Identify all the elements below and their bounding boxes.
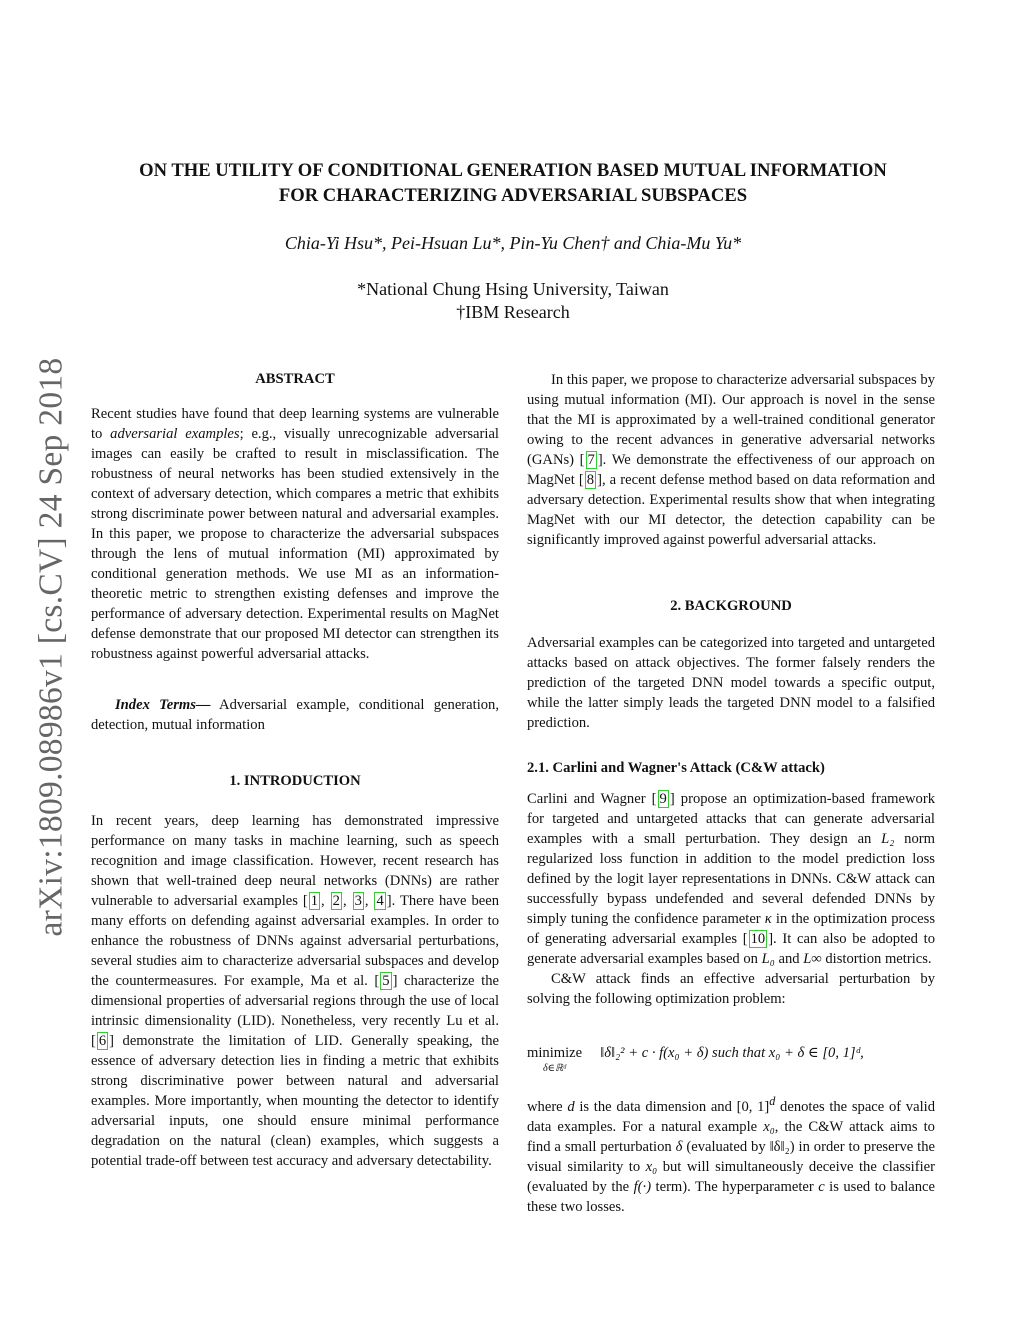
abstract-heading: ABSTRACT xyxy=(255,371,335,387)
citation-link[interactable]: 5 xyxy=(382,973,390,989)
equation-body: ‖δ‖₂² + c · f(x₀ + δ) such that x₀ + δ ∈ [0, 1]ᵈ, xyxy=(600,1045,864,1061)
equation-operator xyxy=(527,1043,582,1075)
citation-link[interactable]: 6 xyxy=(98,1033,107,1049)
optimization-equation xyxy=(527,1043,935,1075)
citation-link[interactable]: 9 xyxy=(659,791,667,807)
intro-body xyxy=(91,811,499,1171)
cw-body xyxy=(527,789,935,1009)
cw-text: denotes the space of valid data examples. For a natural example xyxy=(527,1098,935,1135)
arxiv-id: arXiv:1809.08986v1 [cs.CV] 24 Sep 2018 xyxy=(32,357,69,937)
affiliation-1: *National Chung Hsing University, Taiwan xyxy=(357,279,669,299)
index-terms-label: Index Terms— xyxy=(115,697,211,713)
background-text: Adversarial examples can be categorized into targeted and untargeted attacks based on attack objectives. The former falsely renders the prediction of the targeted DNN model towards a specific output, while the latter simply leads the targeted DNN model to a falsified prediction. xyxy=(527,635,935,731)
background-heading: 2. BACKGROUND xyxy=(670,598,792,614)
citation-link[interactable]: 4 xyxy=(376,893,384,909)
math-c: c xyxy=(818,1178,825,1195)
cw-text: but will simultaneously deceive the classifier (evaluated by the xyxy=(527,1158,935,1195)
citation-link[interactable]: 7 xyxy=(587,452,595,468)
math-delta: δ xyxy=(675,1138,683,1155)
math-kappa: κ xyxy=(764,911,772,927)
index-terms-text: Adversarial example, conditional generation, detection, mutual information xyxy=(91,697,499,733)
authors: Chia-Yi Hsu*, Pei-Hsuan Lu*, Pin-Yu Chen† and Chia-Mu Yu* xyxy=(284,233,742,253)
affiliations xyxy=(90,278,936,324)
citation-link[interactable]: 2 xyxy=(332,893,340,909)
paper-title xyxy=(90,158,936,208)
math-l2: L₂ xyxy=(881,831,895,847)
cw-text: norm regularized loss function in addition to the model prediction loss defined by the logit layer representations in DNNs. C&W attack can successfully bypass undefended and several defended DNNs by simply tuning the confidence parameter xyxy=(527,831,935,927)
cw-text: and xyxy=(774,951,804,967)
math-sup-d: d xyxy=(769,1094,776,1108)
cw-text: where xyxy=(527,1098,568,1115)
minimize-label: minimize xyxy=(527,1045,583,1061)
cw-text: distortion metrics. xyxy=(821,951,932,967)
citation-link[interactable]: 3 xyxy=(354,893,362,909)
intro-cont-body xyxy=(527,370,935,550)
cw-text: in the optimization process of generating adversarial examples [ xyxy=(527,911,935,947)
math-f: f(·) xyxy=(633,1178,652,1195)
intro-text-1: In recent years, deep learning has demonstrated impressive performance on many tasks in machine learning, such as speech recognition and image classification. However, recent research has shown that well-trained deep neural networks (DNNs) are rather vulnerable to adversarial examples [ xyxy=(91,813,499,909)
title-line-1: ON THE UTILITY OF CONDITIONAL GENERATION BASED MUTUAL INFORMATION xyxy=(139,160,887,181)
cw-text: (evaluated by ‖δ‖₂) in order to preserve the visual similarity to xyxy=(527,1138,935,1175)
cw-text: ] propose an optimization-based framework for targeted and untargeted attacks that can generate adversarial examples with a small perturbation. They design an xyxy=(527,791,935,847)
cw-heading: 2.1. Carlini and Wagner's Attack (C&W attack) xyxy=(527,760,825,776)
abstract-text-cont: ; e.g., visually unrecognizable adversarial images can easily be crafted to result in misclassification. The robustness of neural networks has been studied extensively in the context of adversary detection, which compares a metric that exhibits strong discriminate power between natural and adversarial examples. In this paper, we propose to characterize the adversarial subspaces through the lens of mutual information (MI) approximated by conditional generation methods. We use MI as an information-theoretic metric to strengthen existing defenses and improve the performance of adversary detection. Experimental results on MagNet defense demonstrate that our proposed MI detector can strengthen its robustness against powerful adversarial attacks. xyxy=(91,426,499,662)
minimize-subscript: δ∈ℝᵈ xyxy=(543,1063,567,1074)
citation-link[interactable]: 10 xyxy=(750,931,766,947)
intro-cont-text-3: ], a recent defense method based on data reformation and adversary detection. Experimental results show that when integrating MagNet with our MI detector, the detection capability can be significantly improved against powerful adversarial attacks. xyxy=(527,472,935,548)
sep: , xyxy=(342,893,352,909)
cw-text: ]. It can also be adopted to generate adversarial examples based on xyxy=(527,931,935,967)
cw-paragraph-2: C&W attack finds an effective adversarial perturbation by solving the following optimization problem: xyxy=(527,971,935,1007)
intro-cont-text-2: ]. We demonstrate the effectiveness of our approach on MagNet [ xyxy=(527,452,935,488)
abstract-emphasis: adversarial examples xyxy=(110,426,240,442)
cw-text: Carlini and Wagner [ xyxy=(527,791,657,807)
arxiv-stamp xyxy=(31,352,71,942)
sep: , xyxy=(364,893,374,909)
index-terms xyxy=(91,695,499,735)
background-body xyxy=(527,633,935,733)
intro-cont-text-1: In this paper, we propose to characterize adversarial subspaces by using mutual information (MI). Our approach is novel in the sense that the MI is approximated by a well-trained conditional generator owing to the recent advances in generative adversarial networks (GANs) [ xyxy=(527,372,935,468)
cw-text: is used to balance these two losses. xyxy=(527,1178,935,1215)
cw-text: term). The hyperparameter xyxy=(651,1178,819,1195)
citation-link[interactable]: 1 xyxy=(310,893,319,909)
math-x0: x₀ xyxy=(645,1158,658,1175)
intro-text-4: ] demonstrate the limitation of LID. Generally speaking, the essence of adversary detection lies in finding a metric that exhibits strong discriminative power between natural and adversarial examples. More importantly, when mounting the detector to identify adversarial inputs, one should ensure minimal performance degradation on the natural (clean) examples, which suggests a potential trade-off between test accuracy and adversary detectability. xyxy=(91,1033,499,1169)
math-x0: x₀ xyxy=(763,1118,775,1135)
cw-body-2 xyxy=(527,1091,935,1217)
math-linf: L∞ xyxy=(803,951,822,967)
intro-text-2: ]. There have been many efforts on defending against adversarial examples. In order to enhance the robustness of DNNs against adversarial perturbations, several studies aim to characterize adversarial subspaces and develop the countermeasures. For example, Ma et al. [ xyxy=(91,893,499,989)
cw-text: is the data dimension and [0, 1] xyxy=(574,1098,770,1115)
cw-text: , the C&W attack aims to find a small perturbation xyxy=(527,1118,935,1155)
abstract-body xyxy=(91,404,499,664)
title-line-2: FOR CHARACTERIZING ADVERSARIAL SUBSPACES xyxy=(278,185,748,206)
intro-text-3: ] characterize the dimensional properties of adversarial regions through the use of local intrinsic dimensionality (LID). Nonetheless, very recently Lu et al. [ xyxy=(91,973,499,1049)
affiliation-2: †IBM Research xyxy=(456,302,570,322)
abstract-text: Recent studies have found that deep learning systems are vulnerable to xyxy=(91,406,499,442)
sep: , xyxy=(321,893,330,909)
citation-link[interactable]: 8 xyxy=(586,472,595,488)
math-l0: L₀ xyxy=(761,951,775,967)
math-d: d xyxy=(567,1098,575,1115)
intro-heading: 1. INTRODUCTION xyxy=(229,773,361,789)
